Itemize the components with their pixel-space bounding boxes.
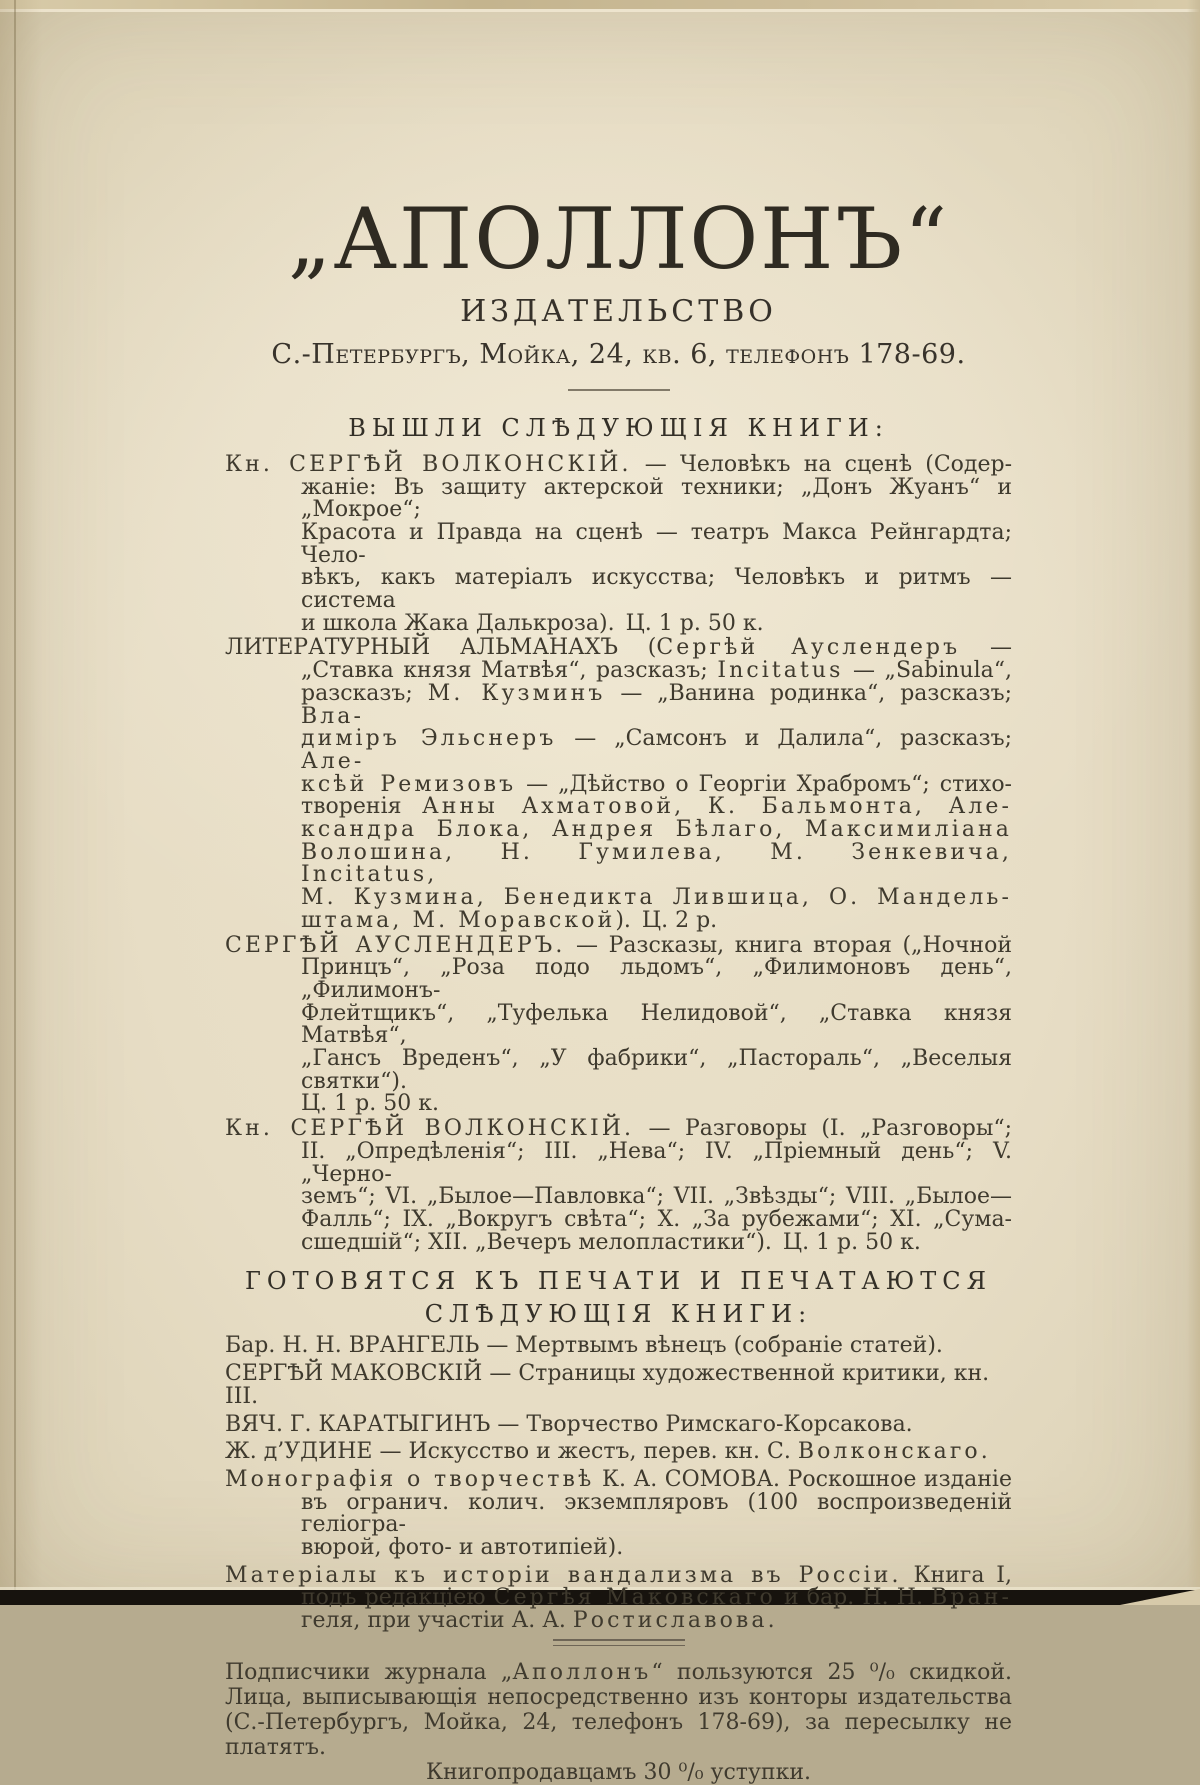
text-line: „Гансъ Вреденъ“, „У фабрики“, „Пастораль“, „Веселыя святки“). (301, 1046, 1012, 1094)
publisher-subtitle: ИЗДАТЕЛЬСТВО (460, 293, 777, 329)
text-line: жаніе: Въ защиту актерской техники; „Донъ Жуанъ“ и „Мокрое“; (301, 474, 1012, 523)
section-heading-line: СЛѢДУЮЩІЯ КНИГИ: (424, 1300, 813, 1329)
text-line: Лица, выписывающія непосредственно изъ конторы издательства (225, 1684, 1012, 1710)
text-line: Подписчики журнала „Аполлонъ“ пользуются 25 ⁰/₀ скидкой. (225, 1659, 1012, 1685)
text-line: подъ редакціею Сергѣя Маковскаго и бар. Н. Н. Вран- (301, 1585, 1012, 1611)
text-line: СЕРГѢЙ МАКОВСКІЙ — Страницы художественной критики, кн. III. (225, 1361, 990, 1409)
text-line: Флейтщикъ“, „Туфелька Нелидовой“, „Ставка князя Матвѣя“, (301, 1000, 1012, 1049)
text-line: Кн. СЕРГѢЙ ВОЛКОНСКІЙ. — Человѣкъ на сценѣ (Содер- (225, 451, 1013, 477)
text-line: М. Кузмина, Бенедикта Лившица, О. Мандель- (301, 885, 1012, 911)
text-line: Монографія о творчествѣ К. А. СОМОВА. Роскошное изданіе (225, 1466, 1012, 1492)
published-books-list (225, 451, 1013, 1255)
text-line: геля, при участіи А. А. Ростиславова. (301, 1608, 775, 1634)
text-line: и школа Жака Далькроза). Ц. 1 р. 50 к. (301, 610, 764, 636)
forthcoming-books-list (225, 1335, 1012, 1632)
page-corner (1120, 1589, 1200, 1605)
divider-thin (568, 389, 670, 391)
text-line: диміръ Эльснеръ — „Самсонъ и Далила“, разсказъ; Але- (301, 726, 1012, 774)
text-line: творенія Анны Ахматовой, К. Бальмонта, Але- (301, 794, 1012, 820)
book-entry (225, 1335, 1012, 1358)
section-heading-published (225, 413, 1012, 443)
page-left-edge-shadow (0, 0, 42, 1605)
book-entry (225, 1411, 1012, 1437)
text-line: Бар. Н. Н. ВРАНГЕЛЬ — Мертвымъ вѣнецъ (собраніе статей). (225, 1333, 943, 1359)
text-line: штама, М. Моравской). Ц. 2 р. (301, 907, 718, 933)
book-entry (225, 932, 1013, 1117)
book-entry (225, 451, 1013, 636)
text-line: Волошина, Н. Гумилева, М. Зенкевича, Incitatus, (301, 839, 1012, 888)
book-entry (225, 637, 1012, 932)
text-line: земъ“; VI. „Былое—Павловка“; VII. „Звѣзды“; VIII. „Былое— (301, 1184, 1012, 1210)
text-line: Красота и Правда на сценѣ — театръ Макса Рейнгардта; Чело- (301, 519, 1012, 568)
text-line: Ц. 1 р. 50 к. (301, 1091, 439, 1117)
page-right-edge (1187, 0, 1200, 1605)
publisher-title: „АПОЛЛОНЪ“ (287, 190, 950, 288)
text-line: разсказъ; М. Кузминъ — „Ванина родинка“, разсказъ; Вла- (301, 680, 1012, 729)
text-line: вюрой, фото- и автотипіей). (301, 1535, 624, 1561)
page-content (225, 0, 1012, 1785)
text-line: Фалль“; IX. „Вокругъ свѣта“; X. „За рубежами“; XI. „Сума- (301, 1207, 1012, 1232)
text-line: СЕРГѢЙ АУСЛЕНДЕРЪ. — Разсказы, книга вторая („Ночной (225, 932, 1013, 958)
page-left-crease (14, 0, 16, 1605)
text-line: ксѣй Ремизовъ — „Дѣйство о Георгіи Храбромъ“; стихо- (301, 771, 1012, 797)
section-heading-forthcoming (225, 1265, 1012, 1331)
book-entry (225, 1363, 1012, 1408)
text-line: „Ставка князя Матвѣя“, разсказъ; Incitatus — „Sabinula“, (301, 658, 1012, 684)
text-line: въ огранич. колич. экземпляровъ (100 воспроизведеній геліогра- (301, 1489, 1012, 1538)
text-line: ЛИТЕРАТУРНЫЙ АЛЬМАНАХЪ (Сергѣй Ауслендеръ — (225, 635, 1012, 661)
text-line: Кн. СЕРГѢЙ ВОЛКОНСКІЙ. — Разговоры (I. „Разговоры“; (225, 1116, 1013, 1142)
publisher-address: С.-Петербургъ, Мойка, 24, кв. 6, телефонъ 178-69. (271, 338, 966, 370)
text-line: (С.-Петербургъ, Мойка, 24, телефонъ 178-69), за пересылку не платятъ. (225, 1709, 1012, 1760)
book-entry (225, 1441, 1012, 1464)
text-line: Книгопродавцамъ 30 ⁰/₀ уступки. (425, 1759, 811, 1785)
text-line: ВЯЧ. Г. КАРАТЫГИНЪ — Творчество Римскаго-Корсакова. (225, 1411, 913, 1437)
section-heading-line: ГОТОВЯТСЯ КЪ ПЕЧАТИ И ПЕЧАТАЮТСЯ (245, 1267, 992, 1296)
book-entry (225, 1466, 1012, 1561)
text-line: вѣкъ, какъ матеріалъ искусства; Человѣкъ и ритмъ — система (301, 565, 1012, 614)
text-line: Матеріалы къ исторіи вандализма въ Россіи. Книга I, (225, 1562, 1012, 1588)
text-line: ксандра Блока, Андрея Бѣлаго, Максимиліана (301, 817, 1012, 843)
text-line: II. „Опредѣленія“; III. „Нева“; IV. „Пріемный день“; V. „Черно- (301, 1138, 1012, 1187)
section-heading-line: ВЫШЛИ СЛѢДУЮЩІЯ КНИГИ: (348, 413, 889, 442)
text-line: Ж. д’УДИНЕ — Искусство и жестъ, перев. кн. С. Волконскаго. (225, 1439, 988, 1465)
subscriber-note (225, 1660, 1012, 1785)
divider-double (553, 1639, 685, 1646)
book-entry (225, 1118, 1012, 1254)
text-line: сшедшій“; XII. „Вечеръ мелопластики“). Ц. 1 р. 50 к. (301, 1229, 921, 1255)
book-entry (225, 1562, 1012, 1634)
text-line: Принцъ“, „Роза подо льдомъ“, „Филимоновъ день“, „Филимонъ- (301, 955, 1012, 1003)
